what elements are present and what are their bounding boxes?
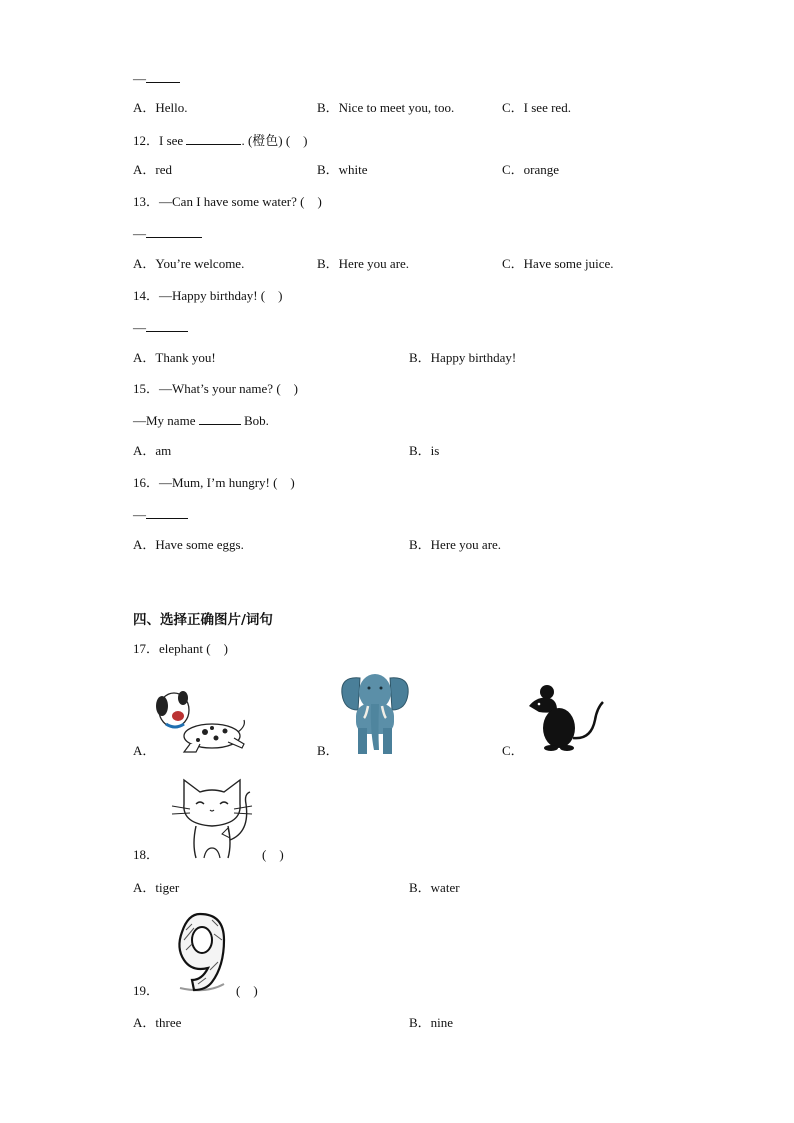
- q17-option-a-label[interactable]: A．: [133, 743, 156, 758]
- q16-option-b[interactable]: B．Here you are.: [409, 537, 502, 552]
- answer-blank[interactable]: [146, 70, 180, 83]
- q19-option-b[interactable]: B．nine: [409, 1015, 454, 1030]
- q18-option-a[interactable]: A．tiger: [133, 880, 180, 895]
- q18-option-b[interactable]: B．water: [409, 880, 460, 895]
- q18-answer-paren[interactable]: ( ): [262, 847, 284, 862]
- q17-option-b-label[interactable]: B．: [317, 743, 339, 758]
- number-nine-icon: [172, 910, 230, 994]
- q15-stem: 15．—What’s your name? ( ): [133, 381, 298, 396]
- answer-blank[interactable]: [199, 412, 241, 425]
- q11-option-c[interactable]: C．I see red.: [502, 100, 571, 115]
- q14-stem: 14．—Happy birthday! ( ): [133, 288, 283, 303]
- q11-option-a[interactable]: A．Hello.: [133, 100, 188, 115]
- q12-option-a[interactable]: A．red: [133, 162, 172, 177]
- q17-stem: 17．elephant ( ): [133, 641, 228, 656]
- elephant-icon[interactable]: [338, 670, 412, 756]
- q16-answer-line: —: [133, 506, 188, 523]
- q15-answer-line: —My name Bob.: [133, 413, 269, 428]
- q11-option-b[interactable]: B．Nice to meet you, too.: [317, 100, 455, 115]
- q14-option-b[interactable]: B．Happy birthday!: [409, 350, 517, 365]
- answer-blank[interactable]: [186, 132, 241, 145]
- dalmatian-dog-icon[interactable]: [150, 686, 248, 756]
- answer-blank[interactable]: [146, 225, 202, 238]
- answer-blank[interactable]: [146, 506, 188, 519]
- q14-answer-line: —: [133, 319, 188, 336]
- q13-option-c[interactable]: C．Have some juice.: [502, 256, 614, 271]
- q15-option-a[interactable]: A．am: [133, 443, 172, 458]
- answer-blank[interactable]: [146, 319, 188, 332]
- q19-number: 19．: [133, 983, 160, 998]
- section-title: 四、选择正确图片/词句: [133, 612, 273, 628]
- q13-option-a[interactable]: A．You’re welcome.: [133, 256, 245, 271]
- mouse-icon[interactable]: [525, 684, 605, 754]
- cat-icon: [170, 774, 256, 860]
- q16-option-a[interactable]: A．Have some eggs.: [133, 537, 244, 552]
- q17-option-c-label[interactable]: C．: [502, 743, 524, 758]
- q11-answer-line: [133, 70, 180, 87]
- q19-answer-paren[interactable]: ( ): [236, 983, 258, 998]
- q12-stem: 12．I see . (橙色) ( ): [133, 133, 308, 148]
- dash: —: [133, 71, 146, 86]
- q13-option-b[interactable]: B．Here you are.: [317, 256, 410, 271]
- q13-answer-line: —: [133, 225, 202, 242]
- q14-option-a[interactable]: A．Thank you!: [133, 350, 216, 365]
- q19-option-a[interactable]: A．three: [133, 1015, 182, 1030]
- q12-option-b[interactable]: B．white: [317, 162, 368, 177]
- q12-option-c[interactable]: C．orange: [502, 162, 560, 177]
- q15-option-b[interactable]: B．is: [409, 443, 440, 458]
- q16-stem: 16．—Mum, I’m hungry! ( ): [133, 475, 295, 490]
- q18-number: 18．: [133, 847, 160, 862]
- q13-stem: 13．—Can I have some water? ( ): [133, 194, 322, 209]
